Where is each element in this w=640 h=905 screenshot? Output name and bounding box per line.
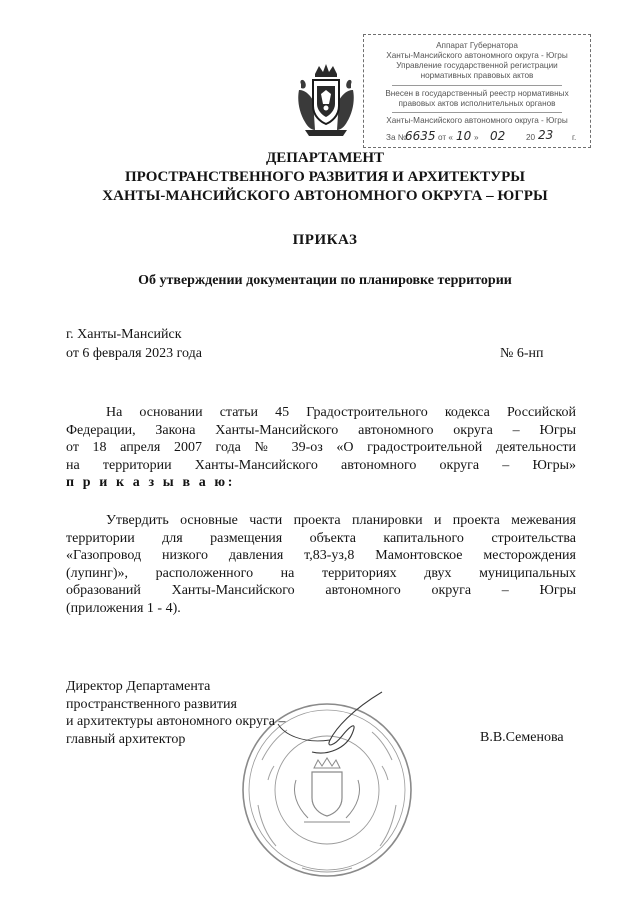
paragraph-line: от 18 апреля 2007 года № 39-оз «О градостроительной деятельности xyxy=(66,440,576,455)
signatory-name: В.В.Семенова xyxy=(480,730,564,745)
signatory-title-line: пространственного развития xyxy=(66,696,237,712)
stamp-divider xyxy=(392,112,562,113)
paragraph-line: (лупинг)», расположенного на территориях двух муниципальных xyxy=(66,565,576,581)
stamp-line: Аппарат Губернатора xyxy=(436,41,518,50)
stamp-reg-prefix: За № xyxy=(386,133,407,142)
stamp-reg-year: 23 xyxy=(538,128,554,142)
department-title-line2: ПРОСТРАНСТВЕННОГО РАЗВИТИЯ И АРХИТЕКТУРЫ xyxy=(124,169,526,185)
order-subject: Об утверждении документации по планировке территории xyxy=(138,273,512,288)
stamp-line: нормативных правовых актов xyxy=(420,71,534,80)
stamp-reg-suffix: г. xyxy=(572,133,577,142)
stamp-reg-day: 10 xyxy=(456,129,472,143)
department-title-line1: ДЕПАРТАМЕНТ xyxy=(265,150,385,166)
signatory-title-line: Директор Департамента xyxy=(66,679,211,694)
order-number: № 6-нп xyxy=(500,346,544,361)
coat-of-arms-emblem xyxy=(291,60,361,140)
resolution-paragraph xyxy=(66,512,576,617)
order-verb: п р и к а з ы в а ю xyxy=(66,475,228,490)
paragraph-line: Федерации, Закона Ханты-Мансийского автономного округа – Югры xyxy=(66,422,576,438)
signatory-title-line: главный архитектор xyxy=(66,731,186,747)
stamp-reg-year-prefix: 20 xyxy=(526,133,536,142)
paragraph-line: образований Ханты-Мансийского автономного округа – Югры xyxy=(66,583,576,598)
signatory-title-line: и архитектуры автономного округа – xyxy=(66,714,286,729)
stamp-line: Ханты-Мансийского автономного округа - Югры xyxy=(386,116,568,125)
paragraph-line: На основании статьи 45 Градостроительного кодекса Российской xyxy=(106,405,576,420)
stamp-reg-month: 02 xyxy=(490,129,506,143)
stamp-reg-quote: » xyxy=(474,133,479,142)
order-verb-colon: : xyxy=(227,475,233,490)
stamp-registration-row xyxy=(386,128,586,147)
department-title-line3: ХАНТЫ-МАНСИЙСКОГО АВТОНОМНОГО ОКРУГА – ЮГРЫ xyxy=(102,188,548,204)
paragraph-line: территории для размещения объекта капитального строительства xyxy=(66,530,576,546)
registry-stamp xyxy=(363,34,591,148)
stamp-line: Управление государственной регистрации xyxy=(396,61,558,70)
stamp-line: Ханты-Мансийского автономного округа - Югры xyxy=(386,51,568,60)
signature-block xyxy=(66,678,285,748)
paragraph-line: (приложения 1 - 4). xyxy=(66,600,181,616)
stamp-divider xyxy=(392,85,562,86)
stamp-reg-number: 6635 xyxy=(405,129,436,143)
order-date: от 6 февраля 2023 года xyxy=(66,346,202,361)
stamp-reg-ot: от « xyxy=(438,133,453,142)
place: г. Ханты-Мансийск xyxy=(66,327,182,342)
order-verb-line xyxy=(66,474,576,492)
order-title: ПРИКАЗ xyxy=(292,232,358,248)
stamp-line: Внесен в государственный реестр нормативных xyxy=(385,89,569,98)
paragraph-line: «Газопровод низкого давления т,83-уз,8 Мамонтовское месторождения xyxy=(66,548,576,563)
paragraph-line: Утвердить основные части проекта планировки и проекта межевания xyxy=(106,513,576,528)
paragraph-line: на территории Ханты-Мансийского автономного округа – Югры» xyxy=(66,457,576,473)
basis-paragraph xyxy=(66,404,576,492)
stamp-line: правовых актов исполнительных органов xyxy=(398,99,556,108)
